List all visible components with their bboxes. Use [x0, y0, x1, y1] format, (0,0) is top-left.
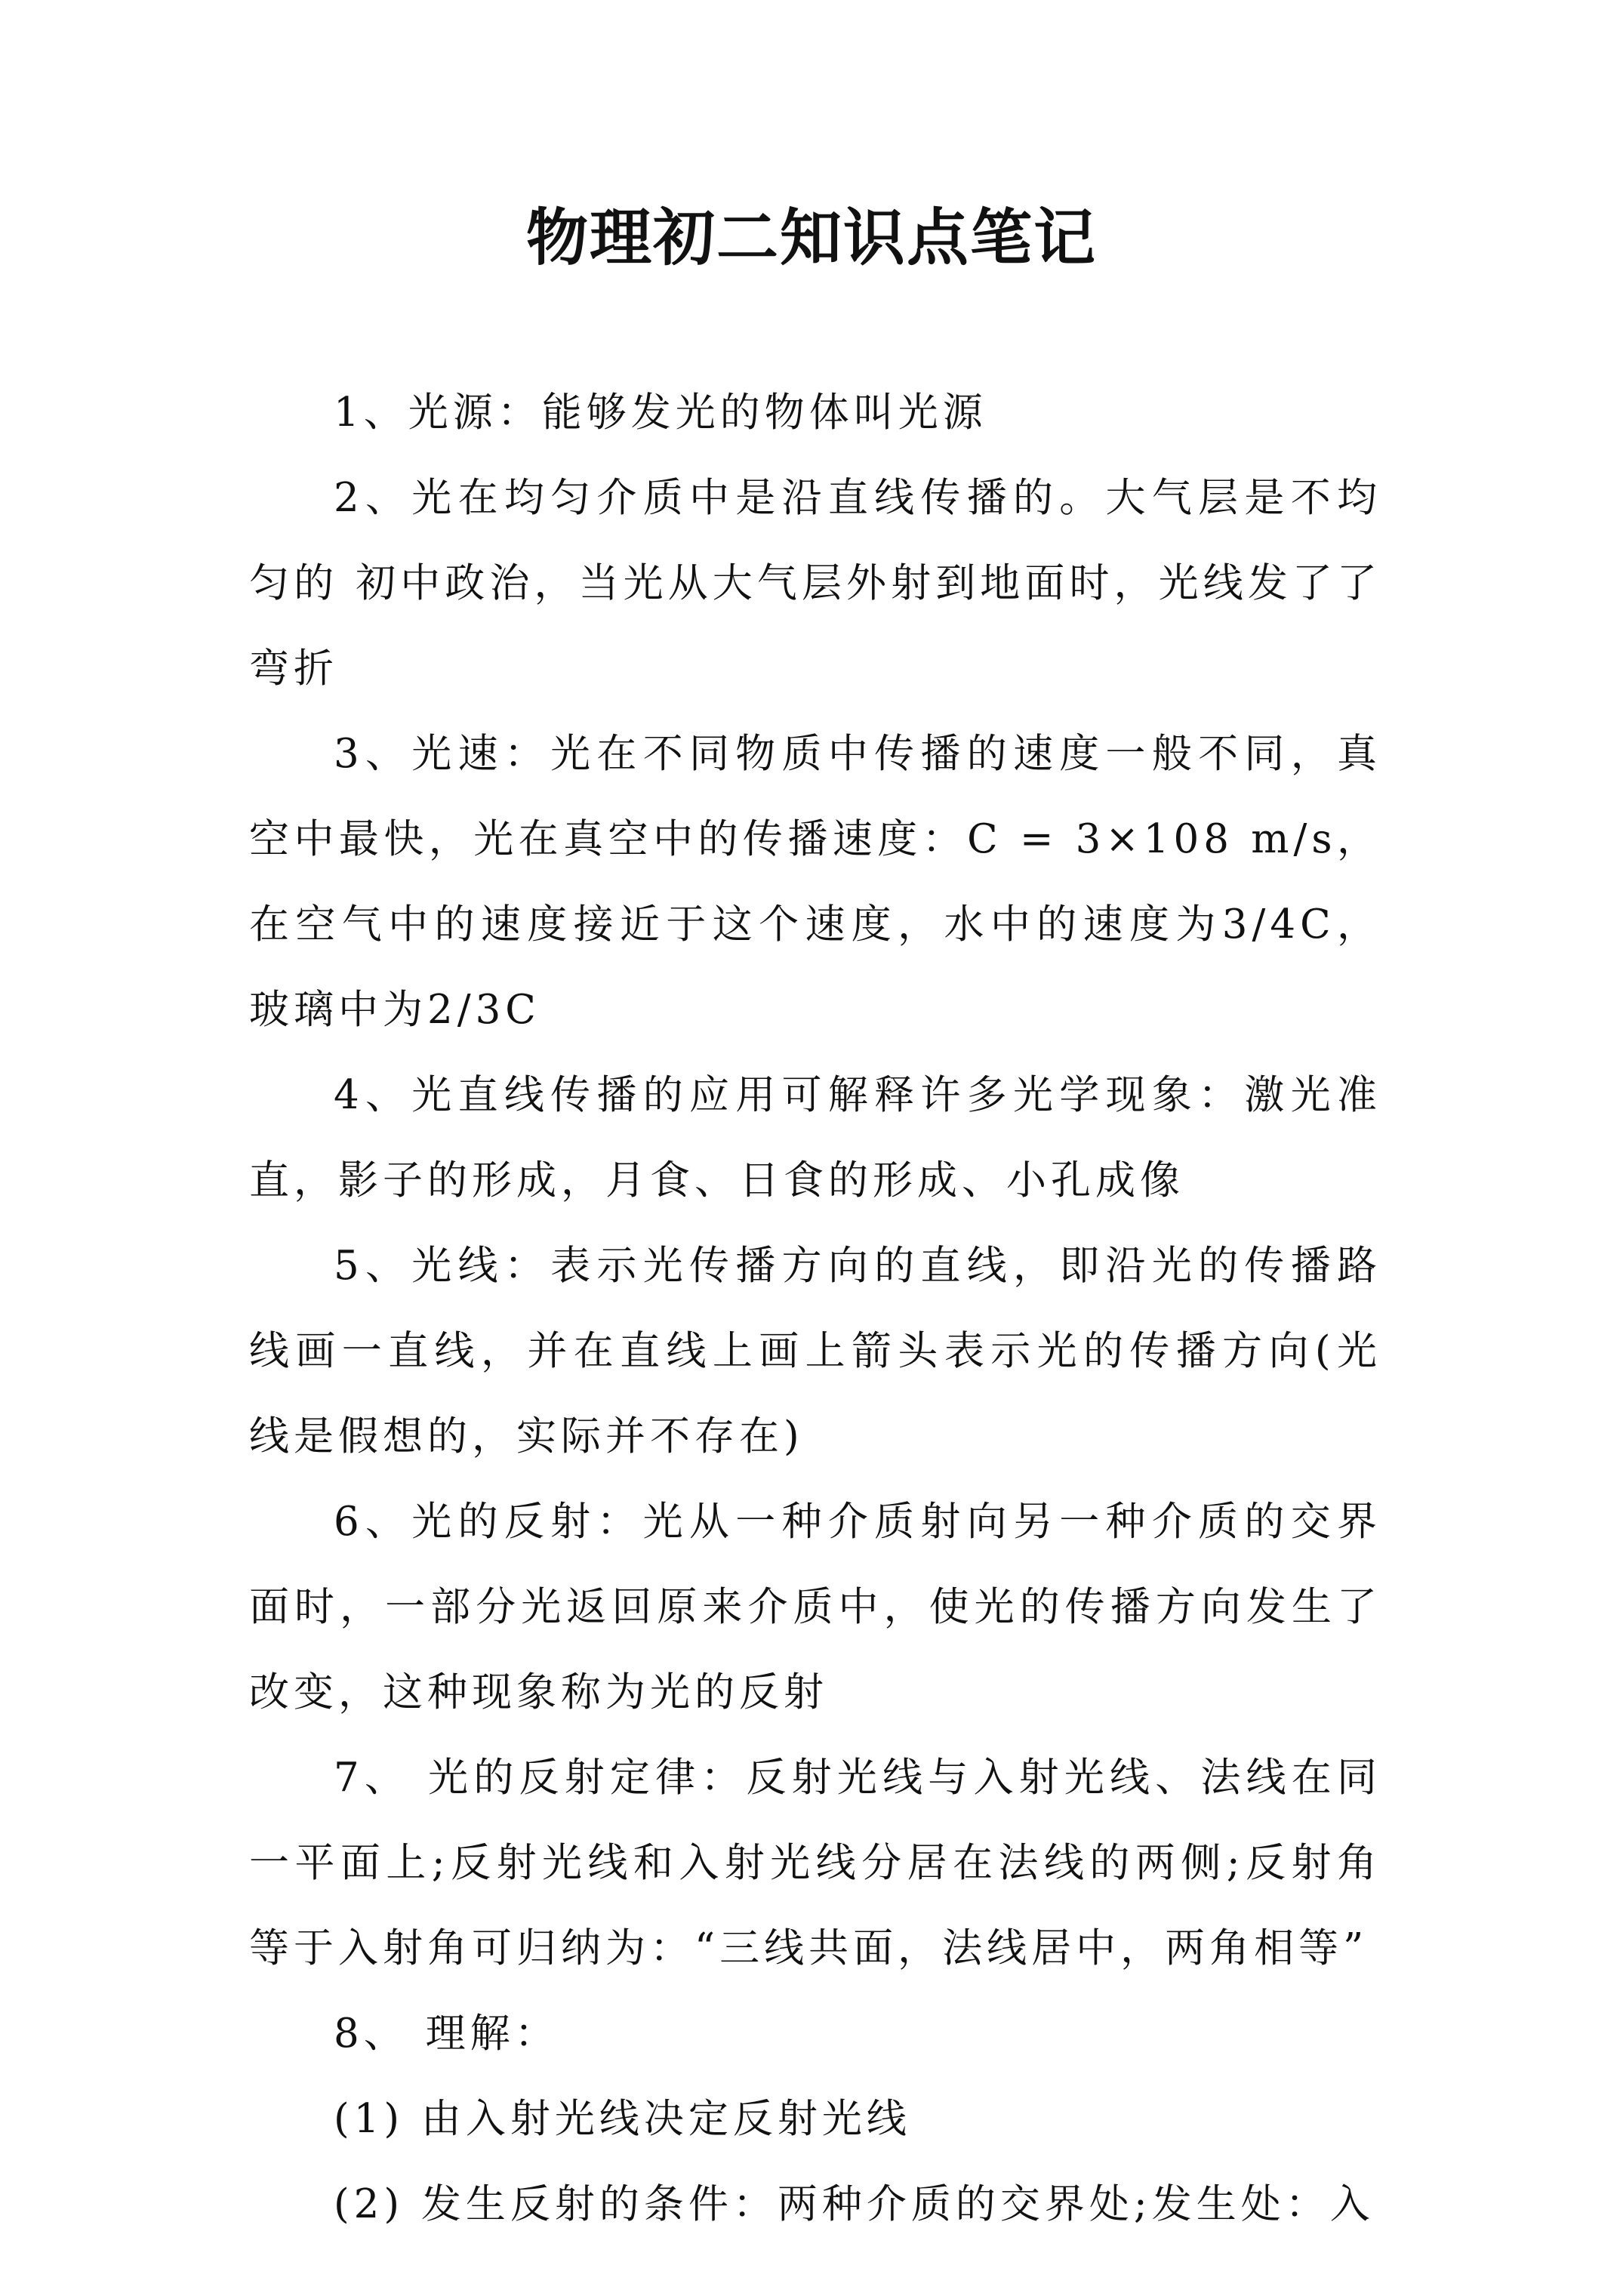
- paragraph-5: 5、光线：表示光传播方向的直线，即沿光的传播路线画一直线，并在直线上画上箭头表示光的传播方向(光线是假想的，实际并不存在): [249, 1243, 1381, 1459]
- paragraph-8: 8、 理解：: [334, 2011, 559, 2057]
- page-title: 物理初二知识点笔记: [525, 202, 1097, 274]
- paragraph-6: 6、光的反射：光从一种介质射向另一种介质的交界面时，一部分光返回原来介质中，使光的传播方向发生了改变，这种现象称为光的反射: [249, 1499, 1381, 1715]
- paragraph-4: 4、光直线传播的应用可解释许多光学现象：激光准直，影子的形成，月食、日食的形成、小孔成像: [249, 1072, 1381, 1203]
- paragraph-8-item-1: (1) 由入射光线决定反射光线: [334, 2096, 911, 2142]
- paragraph-2: 2、光在均匀介质中是沿直线传播的。大气层是不均匀的 初中政治，当光从大气层外射到地面时，光线发了了弯折: [249, 475, 1381, 692]
- paragraph-8-item-2: (2) 发生反射的条件：两种介质的交界处;发生处：入: [334, 2181, 1375, 2227]
- document-body: [249, 370, 1381, 2247]
- paragraph-3: 3、光速：光在不同物质中传播的速度一般不同，真空中最快，光在真空中的传播速度：C = 3×108 m/s，在空气中的速度接近于这个速度，水中的速度为3/4C，玻璃中为2/3C: [249, 731, 1381, 1033]
- paragraph-1: 1、光源：能够发光的物体叫光源: [334, 390, 987, 436]
- paragraph-7: 7、 光的反射定律：反射光线与入射光线、法线在同一平面上;反射光线和入射光线分居在法线的两侧;反射角等于入射角可归纳为：“三线共面，法线居中，两角相等”: [249, 1755, 1381, 1971]
